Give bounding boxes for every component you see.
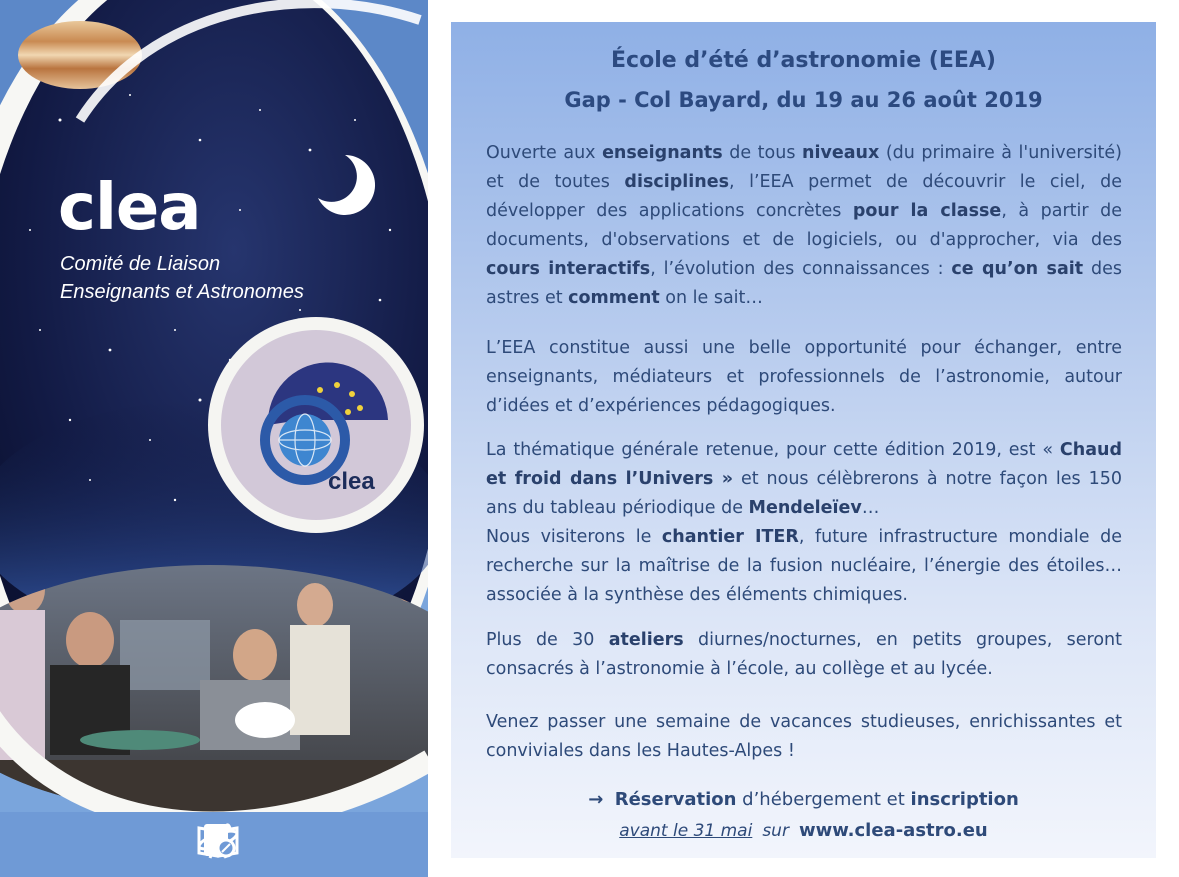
logo-text: clea bbox=[328, 468, 375, 495]
deadline-text: avant le 31 mai bbox=[619, 821, 753, 841]
brochure-artwork bbox=[0, 0, 428, 877]
paragraph-theme: La thématique générale retenue, pour cette édition 2019, est « Chaud et froid dans l’Univers » et nous célèbrerons à notre façon les 150 ans du tableau périodique de Mendeleïev… Nous visiterons le chantier ITER, future infrastructure mondiale de recherche sur la maîtrise de la fusion nucléaire, l’énergie des étoiles… associée à la synthèse des éléments chimiques. bbox=[486, 440, 1122, 605]
reservation-word: Réservation bbox=[614, 789, 737, 810]
inscription-word: inscription bbox=[910, 789, 1019, 810]
info-panel bbox=[451, 22, 1156, 858]
reservation-middle-text: d’hébergement et bbox=[736, 789, 911, 810]
clea-brand: clea bbox=[58, 171, 201, 245]
reservation-line bbox=[451, 789, 1156, 810]
tagline-line-2: Enseignants et Astronomes bbox=[60, 281, 304, 303]
event-location-dates: Gap - Col Bayard, du 19 au 26 août 2019 bbox=[564, 88, 1043, 112]
page-title: École d’été d’astronomie (EEA) bbox=[611, 48, 996, 73]
sur-text: sur bbox=[762, 821, 789, 841]
paragraph-invitation: Venez passer une semaine de vacances studieuses, enrichissantes et conviviales dans les Hautes-Alpes ! bbox=[486, 712, 1122, 761]
paragraph-workshops: Plus de 30 ateliers diurnes/nocturnes, en petits groupes, seront consacrés à l’astronomie à l’école, au collège et au lycée. bbox=[486, 630, 1122, 679]
website-link[interactable]: www.clea-astro.eu bbox=[798, 820, 988, 841]
footer-icons bbox=[196, 820, 426, 868]
telescope-icon bbox=[254, 822, 298, 866]
paragraph-exchange: L’EEA constitue aussi une belle opportunité pour échanger, entre enseignants, médiateurs et professionnels de l’astronomie, autour d’idées et d’expériences pédagogiques. bbox=[486, 338, 1122, 416]
tagline-line-1: Comité de Liaison bbox=[60, 253, 221, 275]
arrow-icon: → bbox=[588, 789, 604, 810]
book-icon bbox=[312, 822, 356, 866]
paragraph-audience: Ouverte aux enseignants de tous niveaux (du primaire à l'université) et de toutes disciplines, l’EEA permet de découvrir le ciel, de développer des applications concrètes pour la classe, à partir de documents, d'observations et de logiciels, ou d'approcher, via des cours interactifs, l’évolution des connaissances : ce qu’on sait des astres et comment on le sait… bbox=[486, 143, 1123, 308]
document-icon bbox=[370, 822, 414, 866]
deadline-line bbox=[451, 820, 1156, 841]
brochure-cover bbox=[0, 0, 428, 877]
